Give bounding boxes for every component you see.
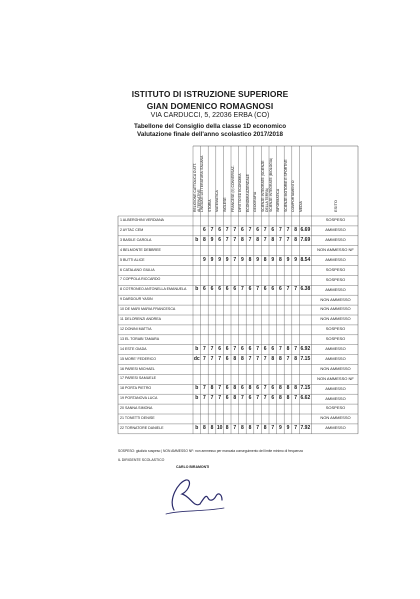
grade-cell: 7 — [279, 345, 282, 352]
subject-header: DIRITTO ED ECONOMIA — [238, 173, 243, 212]
grade-cell: 8 — [286, 385, 290, 392]
student-name: 7 COPPOLA RICCARDO — [120, 277, 161, 282]
grade-cell: 6 — [203, 226, 206, 233]
table-subtitle: Valutazione finale dell'anno scolastico 2017/2018 — [136, 131, 284, 138]
grade-cell: 6 — [203, 286, 206, 293]
grade-cell: 7 — [203, 385, 206, 392]
grade-cell: 7 — [248, 355, 252, 362]
grade-cell: b — [195, 236, 199, 243]
grade-cell: 7 — [248, 236, 252, 243]
student-name: 6 CATALANO GIULIA — [120, 267, 155, 272]
grade-cell: 6 — [218, 286, 221, 293]
grade-cell: 6 — [225, 385, 229, 392]
grade-cell: 7 — [203, 355, 206, 362]
subject-header: INGLESE — [222, 197, 227, 212]
grade-cell: 6 — [271, 395, 275, 402]
grade-cell: 6 — [263, 345, 267, 352]
average-cell: 8.54 — [300, 256, 311, 263]
grade-cell: 7 — [263, 385, 267, 392]
outcome-cell: SOSPESO — [325, 276, 346, 282]
average-cell — [297, 275, 313, 284]
grade-cell: 9 — [210, 256, 214, 263]
student-name: 8 COTRONEO ANTONELLA EMANUELA — [120, 287, 187, 292]
grade-cell: 8 — [294, 236, 297, 243]
student-name: 2 AYTAC CEM — [120, 227, 144, 232]
average-cell — [297, 295, 313, 304]
grade-cell: 8 — [279, 385, 282, 392]
subject-header: INFORMATICA — [276, 188, 281, 212]
grade-cell: 7 — [203, 345, 206, 352]
grade-cell: 8 — [279, 395, 282, 402]
grade-cell: 8 — [241, 236, 244, 243]
grade-cell: 9 — [286, 256, 290, 263]
average-cell — [297, 216, 313, 225]
grade-cell: 7 — [279, 236, 282, 243]
outcome-cell: SOSPESO — [325, 336, 346, 342]
student-name: 14 ESTE GIADA — [120, 346, 147, 351]
student-name: 22 TORNATORE DANIELE — [120, 425, 164, 430]
grade-cell: 8 — [271, 355, 275, 362]
grade-cell: 6 — [241, 385, 244, 392]
average-cell: 7.92 — [300, 424, 311, 431]
average-cell: 6.69 — [300, 226, 311, 233]
grade-cell: 9 — [241, 256, 244, 263]
grade-cell: 7 — [263, 226, 267, 233]
grade-cell: b — [195, 385, 199, 392]
outcome-cell: NON AMMESSO — [320, 365, 351, 371]
grade-cell: 6 — [233, 286, 237, 293]
subject-header: LINGUA E LETTERATURA ITALIANA — [200, 155, 205, 212]
grade-cell: 7 — [225, 226, 229, 233]
grade-cell: 7 — [256, 395, 259, 402]
grade-cell: 8 — [279, 256, 282, 263]
grade-cell: 6 — [271, 345, 275, 352]
grade-cell: 7 — [210, 395, 214, 402]
grade-cell: 9 — [271, 256, 275, 263]
average-cell — [297, 246, 313, 255]
average-cell — [297, 335, 313, 344]
outcome-cell: SOSPESO — [325, 266, 346, 272]
average-cell: 6.62 — [300, 395, 311, 402]
grade-cell: 7 — [256, 286, 259, 293]
grade-cell: 6 — [256, 226, 259, 233]
grade-cell: 7 — [286, 236, 290, 243]
average-cell — [297, 315, 313, 324]
average-cell: 7.15 — [300, 355, 311, 362]
grade-cell: 7 — [241, 395, 244, 402]
grade-cell: 9 — [218, 256, 221, 263]
outcome-cell: AMMESSO — [325, 286, 346, 292]
grade-cell: 7 — [286, 286, 290, 293]
grade-cell: 6 — [248, 395, 252, 402]
grade-cell: 6 — [271, 286, 275, 293]
subject-header: MATEMATICA — [215, 190, 220, 212]
average-cell — [297, 365, 313, 374]
grade-cell: 8 — [241, 424, 244, 431]
grade-cell: 9 — [294, 256, 297, 263]
grade-cell: 7 — [210, 355, 214, 362]
outcome-cell: AMMESSO — [325, 425, 346, 431]
student-name: 17 PARESI SAMUELE — [120, 376, 157, 381]
grade-cell: 8 — [263, 424, 267, 431]
grade-cell: 6 — [263, 286, 267, 293]
outcome-cell: NON AMMESSO — [320, 296, 351, 302]
grade-cell: 7 — [286, 226, 290, 233]
grade-cell: 8 — [248, 385, 252, 392]
student-name: 3 BASILE CAROLA — [120, 237, 152, 242]
grade-cell: 7 — [294, 424, 297, 431]
grade-cell: 6 — [225, 395, 229, 402]
grade-cell: 8 — [203, 236, 206, 243]
grade-cell: 7 — [286, 355, 290, 362]
grade-cell: 10 — [216, 424, 223, 431]
grade-cell: 7 — [248, 226, 252, 233]
student-name: 10 DE MARI MARIA FRANCESCA — [120, 307, 176, 312]
outcome-cell: NON AMMESSO — [320, 306, 351, 312]
student-name: 11 DELORENZI ANDREA — [120, 317, 162, 321]
grade-cell: 7 — [263, 236, 267, 243]
grade-cell: 9 — [225, 256, 229, 263]
outcome-cell: SOSPESO — [325, 217, 346, 223]
outcome-cell: NON AMMESSO — [320, 316, 351, 322]
grade-cell: 8 — [210, 385, 214, 392]
average-cell — [297, 374, 313, 383]
outcome-cell: AMMESSO — [325, 355, 346, 361]
grade-cell: 6 — [225, 286, 229, 293]
grade-cell: 8 — [263, 256, 267, 263]
outcome-cell: SOSPESO — [325, 405, 346, 411]
student-name: 1 ALBERGHINI VERDIANA — [120, 218, 164, 222]
outcome-cell: AMMESSO — [325, 227, 346, 233]
subject-header: FRANCESE (II) CONVERSAZ. — [230, 165, 235, 212]
subject-header: MEDIA — [298, 201, 303, 212]
grade-cell: 7 — [263, 355, 267, 362]
grade-cell: 7 — [256, 355, 259, 362]
grade-cell: 6 — [279, 286, 282, 293]
average-cell — [297, 325, 313, 334]
esito-column-header: ESITO — [333, 200, 338, 212]
grade-cell: 6 — [218, 236, 221, 243]
grade-cell: 6 — [271, 385, 275, 392]
grade-cell: 6 — [225, 355, 229, 362]
student-name: 15 MORE' FEDERICO — [120, 356, 157, 361]
student-name: 21 TONETTI DENISE — [120, 416, 155, 420]
handwritten-signature — [160, 470, 230, 518]
grade-cell: 8 — [294, 355, 297, 362]
school-name: GIAN DOMENICO ROMAGNOSI — [146, 101, 274, 111]
school-address: VIA CARDUCCI, 5, 22036 ERBA (CO) — [150, 112, 270, 119]
outcome-cell: SOSPESO — [325, 326, 346, 332]
grade-cell: 8 — [203, 424, 206, 431]
grade-cell: 8 — [241, 355, 244, 362]
grade-cell: 7 — [256, 345, 259, 352]
grade-cell: b — [195, 286, 199, 293]
student-name: 12 DONINI MATTIA — [120, 326, 152, 331]
grade-cell: b — [195, 424, 199, 431]
grade-cell: 7 — [210, 226, 214, 233]
grade-cell: 7 — [233, 345, 237, 352]
signature-label: IL DIRIGENTE SCOLASTICO — [118, 458, 165, 462]
outcome-cell: AMMESSO — [325, 256, 346, 262]
student-name: 5 BUTTI ALICE — [120, 257, 145, 262]
grade-cell: 8 — [256, 236, 259, 243]
grade-cell: 8 — [279, 355, 282, 362]
subject-header: SCIENZE INTEGRATE (BIOLOGIA) — [268, 157, 273, 212]
grade-cell: 7 — [233, 256, 237, 263]
average-cell — [297, 305, 313, 314]
student-name: 20 SANNA SIMONA — [120, 406, 153, 411]
grade-cell: 7 — [256, 424, 259, 431]
grade-cell: 6 — [241, 226, 244, 233]
grade-cell: 6 — [248, 345, 252, 352]
outcome-cell: NON AMMESSO — [320, 415, 351, 421]
grade-cell: 6 — [271, 226, 275, 233]
outcome-cell: AMMESSO — [325, 346, 346, 352]
grade-cell: 6 — [225, 345, 229, 352]
grade-cell: 7 — [294, 286, 297, 293]
grade-cell: 8 — [286, 395, 290, 402]
grade-cell: 6 — [241, 345, 244, 352]
grade-cell: 6 — [210, 286, 214, 293]
grade-cell: 9 — [203, 256, 206, 263]
average-cell: 6.38 — [300, 286, 311, 293]
grade-cell: 6 — [248, 286, 252, 293]
average-cell: 7.15 — [300, 385, 311, 392]
student-name: 4 BELMONTE DEBBREE — [120, 247, 161, 252]
grade-cell: 8 — [271, 236, 275, 243]
grade-cell: 8 — [210, 424, 214, 431]
grade-cell: 6 — [218, 226, 221, 233]
grade-cell: 7 — [233, 424, 237, 431]
grade-cell: 7 — [203, 395, 206, 402]
outcome-cell: AMMESSO — [325, 237, 346, 243]
school-type: ISTITUTO DI ISTRUZIONE SUPERIORE — [131, 89, 289, 99]
average-cell — [297, 404, 313, 413]
grade-cell: 7 — [218, 355, 221, 362]
grade-cell: 7 — [218, 395, 221, 402]
grade-cell: 8 — [233, 395, 237, 402]
grade-cell: 7 — [263, 395, 267, 402]
average-cell: 6.92 — [300, 345, 311, 352]
grade-cell: 9 — [256, 256, 259, 263]
grade-cell: 8 — [294, 226, 297, 233]
grade-cell: 8 — [294, 385, 297, 392]
outcome-cell: AMMESSO — [325, 385, 346, 391]
grade-cell: 7 — [233, 236, 237, 243]
student-name: 16 PARESI MICHAEL — [120, 366, 155, 371]
grade-cell: b — [195, 345, 199, 352]
principal-name: CARLO BIRAMONTI — [176, 465, 210, 469]
grade-cell: 7 — [241, 286, 244, 293]
grade-cell: 9 — [210, 236, 214, 243]
subject-header: SCIENZE MOTORIE E SPORTIVE — [283, 159, 288, 212]
legend-note: SOSPESO: giudizio sospeso | NON AMMESSO NF: non ammesso per mancata conseguimento del limite minimo di frequenza — [118, 449, 303, 453]
average-cell — [297, 266, 313, 275]
average-cell: 7.69 — [300, 236, 311, 243]
grade-cell: 7 — [233, 226, 237, 233]
student-name: 13 EL TORABI TAMARA — [120, 336, 160, 341]
grade-cell: 7 — [279, 226, 282, 233]
grade-cell: 7 — [294, 395, 297, 402]
grade-cell: 6 — [256, 385, 259, 392]
outcome-cell: NON AMMESSO NF — [317, 375, 354, 381]
subject-header: STORIA — [207, 199, 212, 212]
student-name: 9 DARDOUR YASIN — [120, 297, 153, 302]
grade-cell: 8 — [286, 345, 290, 352]
grade-cell: 9 — [286, 424, 290, 431]
student-name: 19 PORTANOVA LUCA — [120, 396, 158, 401]
outcome-cell: NON AMMESSO NF — [317, 247, 354, 253]
grade-cell: 8 — [248, 256, 252, 263]
grade-cell: dc — [193, 355, 200, 362]
outcome-cell: AMMESSO — [325, 395, 346, 401]
grade-cell: 7 — [210, 345, 214, 352]
grade-cell: 8 — [233, 385, 237, 392]
grade-cell: 7 — [218, 385, 221, 392]
grade-cell: 8 — [225, 424, 229, 431]
grade-cell: 6 — [218, 345, 221, 352]
grade-cell: 9 — [279, 424, 282, 431]
grade-cell: 7 — [294, 345, 297, 352]
subject-header: ECONOMIA AZIENDALE — [245, 174, 250, 212]
student-name: 18 PORTA PIETRO — [120, 386, 152, 391]
subject-header: COMPORTAMENTO — [291, 180, 296, 212]
grade-cell: b — [195, 395, 199, 402]
grade-cell: 8 — [233, 355, 237, 362]
table-title: Tabellone del Consiglio della classe 1D economico — [133, 123, 287, 130]
grade-cell: 7 — [271, 424, 275, 431]
average-cell — [297, 414, 313, 423]
subject-header: SCIENZE INTEGRATE (SCIENZE DELLA TERRA) — [260, 160, 269, 212]
subject-header: RELIGIONE CATTOLICA O ATT. ALTERNATIVE — [192, 163, 201, 212]
grade-cell: 7 — [225, 236, 229, 243]
grade-cell: 8 — [248, 424, 252, 431]
subject-header: GEOGRAFIA — [253, 191, 258, 212]
